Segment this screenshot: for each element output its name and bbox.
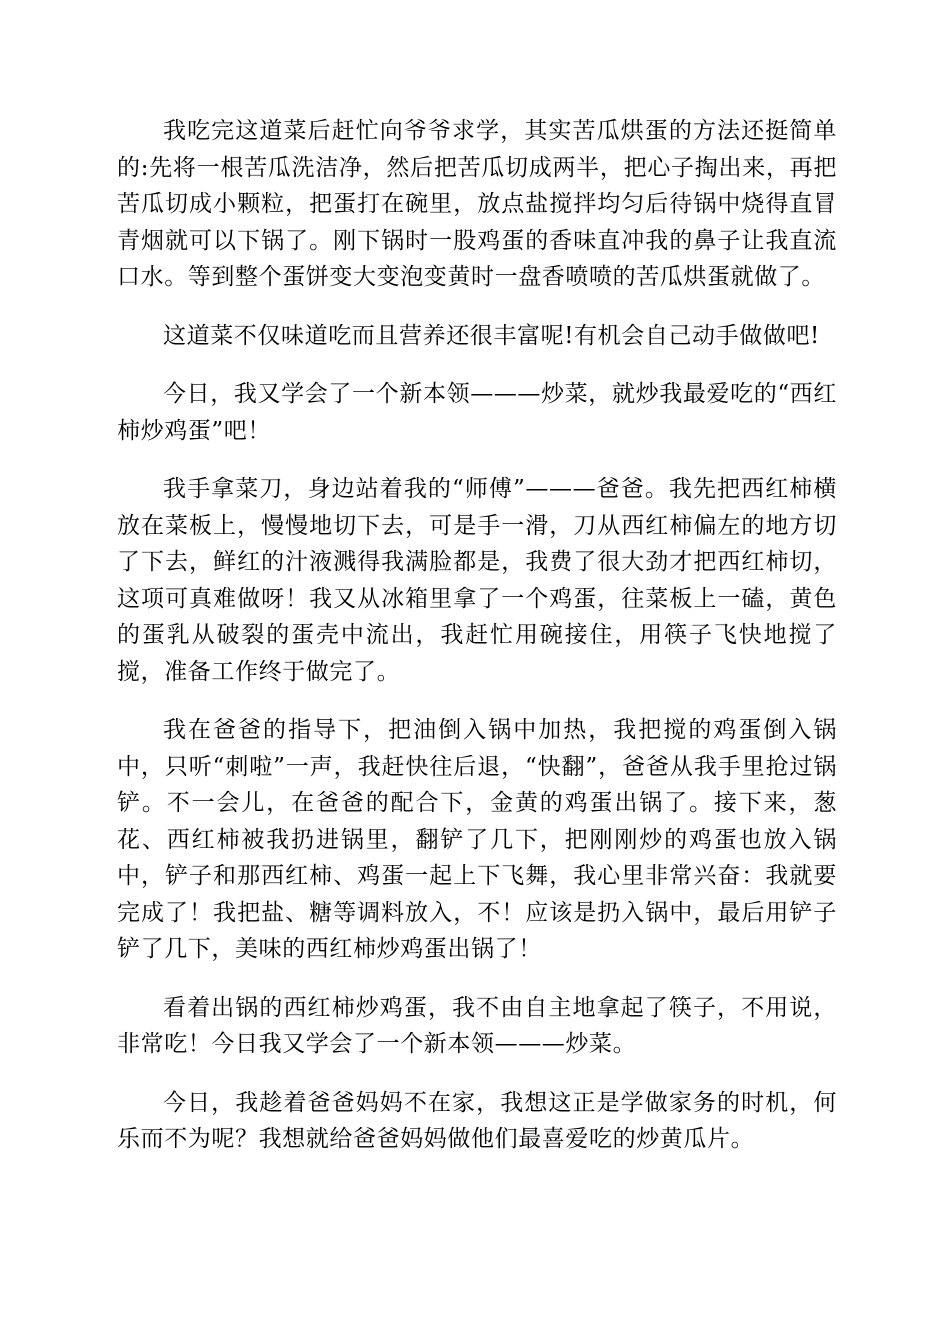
- document-body: [117, 113, 837, 1180]
- paragraph-7: 今日，我趁着爸爸妈妈不在家，我想这正是学做家务的时机，何乐而不为呢？我想就给爸爸妈妈做他们最喜爱吃的炒黄瓜片。: [117, 1089, 837, 1152]
- paragraph-3: 今日，我又学会了一个新本领———炒菜，就炒我最爱吃的“西红柿炒鸡蛋”吧！: [117, 381, 837, 444]
- paragraph-5: 我在爸爸的指导下，把油倒入锅中加热，我把搅的鸡蛋倒入锅中，只听“刺啦”一声，我赶快往后退，“快翻”，爸爸从我手里抢过锅铲。不一会儿，在爸爸的配合下，金黄的鸡蛋出锅了。接下来，葱花、西红柿被我扔进锅里，翻铲了几下，把刚刚炒的鸡蛋也放入锅中，铲子和那西红柿、鸡蛋一起上下飞舞，我心里非常兴奋：我就要完成了！我把盐、糖等调料放入，不！应该是扔入锅中，最后用铲子铲了几下，美味的西红柿炒鸡蛋出锅了！: [117, 717, 837, 962]
- paragraph-1: 我吃完这道菜后赶忙向爷爷求学，其实苦瓜烘蛋的方法还挺简单的:先将一根苦瓜洗洁净，然后把苦瓜切成两半，把心子掏出来，再把苦瓜切成小颗粒，把蛋打在碗里，放点盐搅拌均匀后待锅中烧得直冒青烟就可以下锅了。刚下锅时一股鸡蛋的香味直冲我的鼻子让我直流口水。等到整个蛋饼变大变泡变黄时一盘香喷喷的苦瓜烘蛋就做了。: [117, 118, 837, 290]
- paragraph-2: 这道菜不仅味道吃而且营养还很丰富呢!有机会自己动手做做吧!: [163, 322, 820, 349]
- paragraph-6: 看着出锅的西红柿炒鸡蛋，我不由自主地拿起了筷子，不用说，非常吃！今日我又学会了一个新本领———炒菜。: [117, 994, 837, 1057]
- paragraph-4: 我手拿菜刀，身边站着我的“师傅”———爸爸。我先把西红柿横放在菜板上，慢慢地切下去，可是手一滑，刀从西红柿偏左的地方切了下去，鲜红的汁液溅得我满脸都是，我费了很大劲才把西红柿切，这项可真难做呀！我又从冰箱里拿了一个鸡蛋，往菜板上一磕，黄色的蛋乳从破裂的蛋壳中流出，我赶忙用碗接住，用筷子飞快地搅了搅，准备工作终于做完了。: [117, 476, 837, 685]
